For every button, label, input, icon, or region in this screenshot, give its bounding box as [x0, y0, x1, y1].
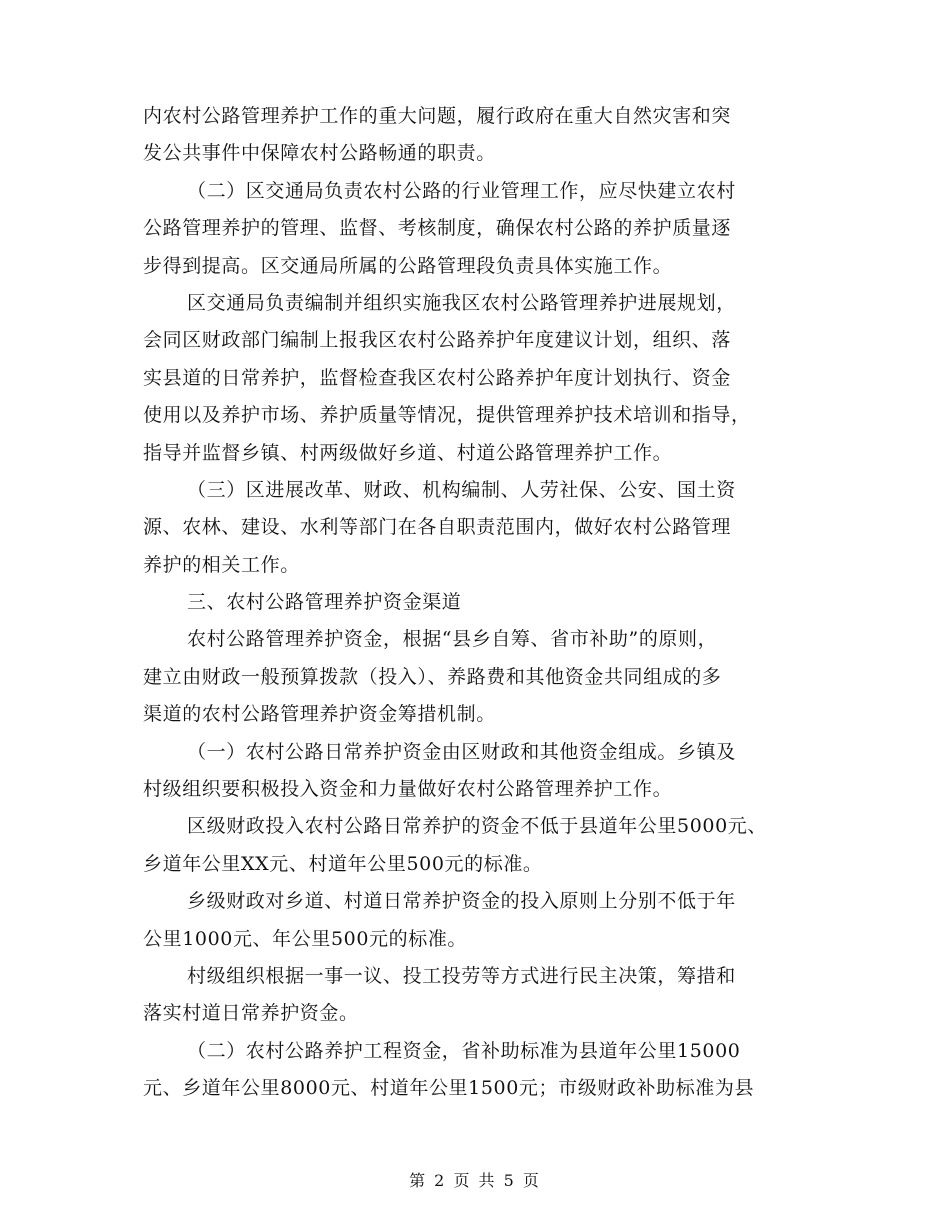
- paragraph-first-line: （一）农村公路日常养护资金由区财政和其他资金组成。乡镇及: [187, 740, 736, 763]
- paragraph-line: 元、乡道年公里8000元、村道年公里1500元；市级财政补助标准为县: [143, 1077, 755, 1100]
- paragraph-line: 养护的相关工作。: [143, 553, 300, 576]
- paragraph-line: 发公共事件中保障农村公路畅通的职责。: [143, 142, 496, 165]
- paragraph-line: 源、农林、建设、水利等部门在各自职责范围内，做好农村公路管理: [143, 516, 732, 539]
- paragraph-line: 实县道的日常养护，监督检查我区农村公路养护年度计划执行、资金: [143, 366, 732, 389]
- paragraph-line: 建立由财政一般预算拨款（投入）、养路费和其他资金共同组成的多: [143, 665, 722, 688]
- paragraph-first-line: 农村公路管理养护资金，根据“县乡自筹、省市补助”的原则，: [187, 628, 718, 651]
- paragraph-first-line: 区级财政投入农村公路日常养护的资金不低于县道年公里5000元、: [187, 815, 767, 838]
- paragraph-line: 指导并监督乡镇、村两级做好乡道、村道公路管理养护工作。: [143, 441, 673, 464]
- paragraph-first-line: 村级组织根据一事一议、投工投劳等方式进行民主决策，筹措和: [187, 964, 736, 987]
- paragraph-line: 村级组织要积极投入资金和力量做好农村公路管理养护工作。: [143, 778, 673, 801]
- paragraph-first-line: 乡级财政对乡道、村道日常养护资金的投入原则上分别不低于年: [187, 890, 736, 913]
- paragraph-first-line: （二）农村公路养护工程资金，省补助标准为县道年公里15000: [187, 1039, 741, 1062]
- paragraph-first-line: （二）区交通局负责农村公路的行业管理工作，应尽快建立农村: [187, 179, 736, 202]
- paragraph-first-line: 区交通局负责编制并组织实施我区农村公路管理养护进展规划，: [187, 291, 736, 314]
- paragraph-first-line: （三）区进展改革、财政、机构编制、人劳社保、公安、国土资: [187, 478, 736, 501]
- paragraph-line: 步得到提高。区交通局所属的公路管理段负责具体实施工作。: [143, 254, 673, 277]
- paragraph-line: 公里1000元、年公里500元的标准。: [143, 927, 468, 950]
- paragraph-line: 公路管理养护的管理、监督、考核制度，确保农村公路的养护质量逐: [143, 217, 732, 240]
- paragraph-line: 乡道年公里XX元、村道年公里500元的标准。: [143, 852, 543, 875]
- paragraph-line: 使用以及养护市场、养护质量等情况，提供管理养护技术培训和指导，: [143, 404, 751, 427]
- paragraph-line: 渠道的农村公路管理养护资金筹措机制。: [143, 703, 496, 726]
- paragraph-first-line: 内农村公路管理养护工作的重大问题，履行政府在重大自然灾害和突: [143, 105, 732, 127]
- paragraph-first-line: 三、农村公路管理养护资金渠道: [187, 591, 462, 614]
- paragraph-line: 会同区财政部门编制上报我区农村公路养护年度建议计划，组织、落: [143, 329, 732, 352]
- page-number: 第 2 页 共 5 页: [409, 1171, 541, 1190]
- paragraph-line: 落实村道日常养护资金。: [143, 1002, 359, 1025]
- document-body: [143, 98, 813, 1108]
